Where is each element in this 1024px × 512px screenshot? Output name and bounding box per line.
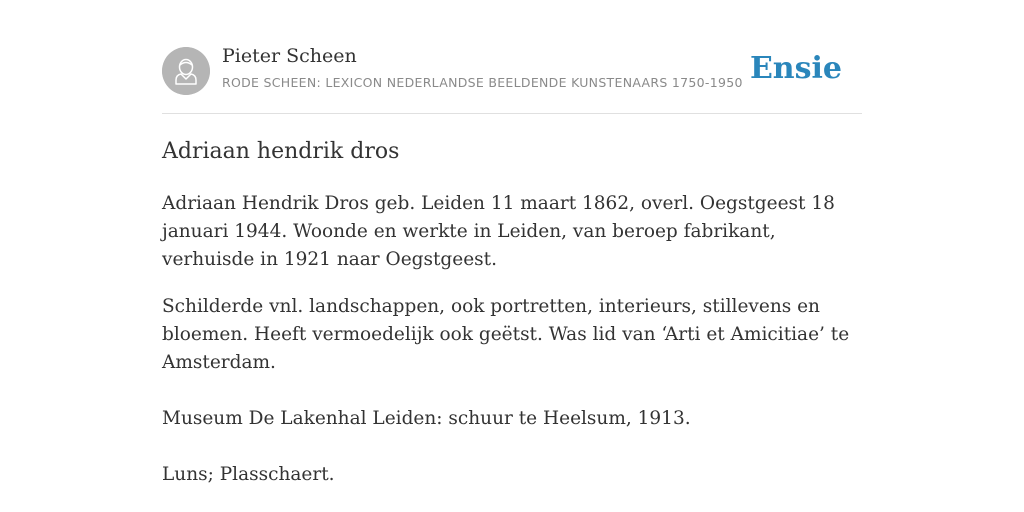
paragraph: Luns; Plasschaert. bbox=[162, 464, 335, 485]
ensie-logo[interactable]: Ensie bbox=[749, 51, 842, 86]
paragraph: Museum De Lakenhal Leiden: schuur te Heelsum, 1913. bbox=[162, 408, 691, 429]
page-title: Adriaan hendrik dros bbox=[162, 139, 400, 164]
paragraph: Adriaan Hendrik Dros geb. Leiden 11 maart 1862, overl. Oegstgeest 18 januari 1944. Woonde en werkte in Leiden, van beroep fabrikant, verhuisde in 1921 naar Oegstgeest. bbox=[162, 193, 835, 270]
source-title[interactable]: RODE SCHEEN: LEXICON NEDERLANDSE BEELDENDE KUNSTENAARS 1750-1950 bbox=[222, 75, 743, 90]
user-icon bbox=[162, 47, 210, 95]
avatar[interactable] bbox=[162, 47, 210, 95]
author-name[interactable]: Pieter Scheen bbox=[222, 45, 357, 67]
header bbox=[162, 0, 862, 114]
article-body bbox=[162, 190, 862, 508]
paragraph: Schilderde vnl. landschappen, ook portretten, interieurs, stillevens en bloemen. Heeft vermoedelijk ook geëtst. Was lid van ‘Arti et Amicitiae’ te Amsterdam. bbox=[162, 296, 850, 373]
article-container bbox=[162, 0, 862, 485]
